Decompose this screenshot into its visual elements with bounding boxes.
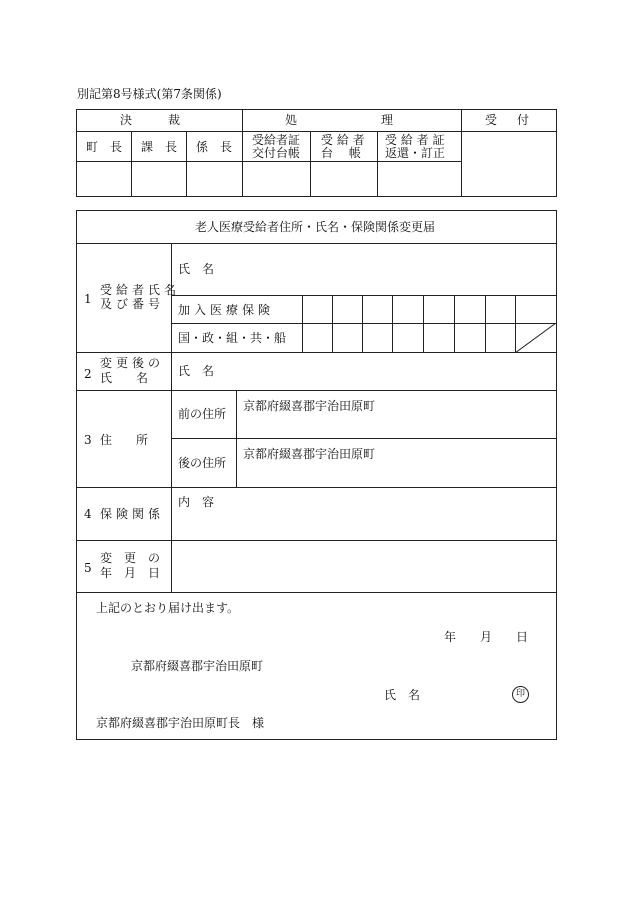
shori-header: 処 理 bbox=[285, 113, 398, 127]
declaration-text: 上記のとおり届け出ます。 bbox=[96, 601, 240, 615]
row2-shimei-label: 氏 名 bbox=[178, 364, 215, 378]
declarant-address: 京都府綴喜郡宇治田原町 bbox=[131, 659, 264, 673]
addressee: 京都府綴喜郡宇治田原町長 様 bbox=[96, 716, 265, 730]
insurer-type-label: 国・政・組・共・船 bbox=[178, 331, 287, 345]
row5-number: 5 bbox=[84, 561, 92, 575]
kacho-header: 課 長 bbox=[141, 140, 178, 154]
henkan-line2: 返還・訂正 bbox=[385, 146, 446, 160]
row5-label-line1: 変 更 の bbox=[100, 551, 161, 565]
row1-label-line2: 及び番号 bbox=[100, 297, 165, 311]
seal-mark-icon: 印 bbox=[512, 686, 529, 703]
main-title: 老人医療受給者住所・氏名・保険関係変更届 bbox=[194, 220, 435, 234]
row5-label-line2: 年 月 日 bbox=[100, 566, 161, 580]
row2-number: 2 bbox=[84, 367, 92, 381]
row2-label-line2: 氏 名 bbox=[100, 371, 149, 385]
form-title: 別記第8号様式(第7条関係) bbox=[77, 87, 222, 101]
row4-number: 4 bbox=[84, 507, 92, 521]
kofu-daicho-line1: 受給者証 bbox=[252, 133, 301, 147]
ato-address-label: 後の住所 bbox=[178, 456, 227, 470]
declaration-date: 年 月 日 bbox=[444, 630, 529, 644]
row4-label: 保険関係 bbox=[100, 507, 165, 521]
mae-address-label: 前の住所 bbox=[178, 407, 227, 421]
naiyo-label: 内 容 bbox=[178, 495, 215, 509]
row2-label-line1: 変更後の bbox=[100, 356, 165, 370]
kanyu-label: 加入医療保険 bbox=[178, 303, 275, 317]
cho-header: 町 長 bbox=[86, 140, 123, 154]
shimei-label: 氏 名 bbox=[178, 262, 215, 276]
diagonal-slash bbox=[515, 323, 557, 353]
kakaricho-header: 係 長 bbox=[196, 140, 233, 154]
kessai-header: 決 裁 bbox=[120, 113, 185, 127]
jukyusha-daicho-line2: 台 帳 bbox=[321, 146, 361, 160]
ato-address-value: 京都府綴喜郡宇治田原町 bbox=[243, 447, 376, 461]
jukyusha-daicho-line1: 受 給 者 bbox=[321, 133, 365, 147]
uketsuke-header: 受 付 bbox=[485, 113, 534, 127]
mae-address-value: 京都府綴喜郡宇治田原町 bbox=[243, 399, 376, 413]
declarant-name-label: 氏 名 bbox=[384, 688, 421, 702]
kofu-daicho-line2: 交付台帳 bbox=[252, 146, 301, 160]
row3-number: 3 bbox=[84, 433, 92, 447]
row3-label: 住 所 bbox=[100, 433, 149, 447]
row1-number: 1 bbox=[84, 292, 92, 306]
henkan-line1: 受 給 者 証 bbox=[385, 133, 445, 147]
row1-label-line1: 受給者氏名 bbox=[100, 283, 181, 297]
